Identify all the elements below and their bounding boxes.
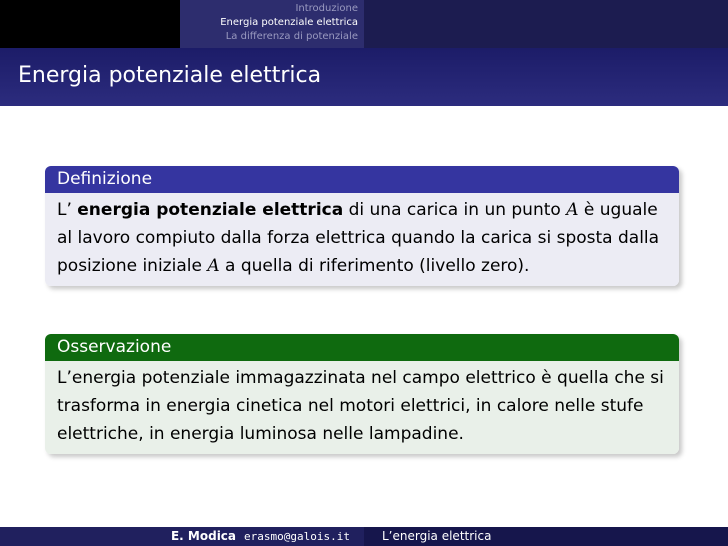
footer-short-title: L’energia elettrica xyxy=(382,529,492,543)
frame-title: Energia potenziale elettrica xyxy=(18,63,322,88)
nav-section-energia-potenziale[interactable]: Energia potenziale elettrica xyxy=(220,17,358,28)
header-section-nav xyxy=(180,0,364,48)
definition-variable-a-second: A xyxy=(207,256,220,276)
definition-block-title: Definizione xyxy=(45,166,679,193)
footer-title-panel xyxy=(364,527,728,546)
definition-variable-a: A xyxy=(566,200,579,220)
footer-author: E. Modica xyxy=(170,529,237,543)
definition-block xyxy=(45,166,679,286)
definition-text-after: è uguale al lavoro compiuto dalla forza elettrica quando la carica si sposta dalla posizione iniziale xyxy=(57,200,660,276)
nav-section-introduzione[interactable]: Introduzione xyxy=(295,3,358,14)
definition-text-mid: di una carica in un punto xyxy=(343,200,567,220)
definition-text-start: L’ xyxy=(57,200,78,220)
footer-author-panel xyxy=(0,527,364,546)
footer-email: erasmo@galois.it xyxy=(244,530,350,543)
observation-block xyxy=(45,334,679,454)
nav-section-differenza-potenziale[interactable]: La differenza di potenziale xyxy=(225,31,358,42)
observation-block-title: Osservazione xyxy=(45,334,679,361)
definition-block-body xyxy=(45,193,679,286)
definition-text-end: a quella di riferimento (livello zero). xyxy=(219,256,530,276)
definition-bold-term: energia potenziale elettrica xyxy=(77,200,344,220)
header-right-panel xyxy=(364,0,728,48)
observation-block-body: L’energia potenziale immagazzinata nel campo elettrico è quella che si trasforma in energia cinetica nel motori elettrici, in calore nelle stufe elettriche, in energia luminosa nelle lampadine. xyxy=(45,361,679,454)
